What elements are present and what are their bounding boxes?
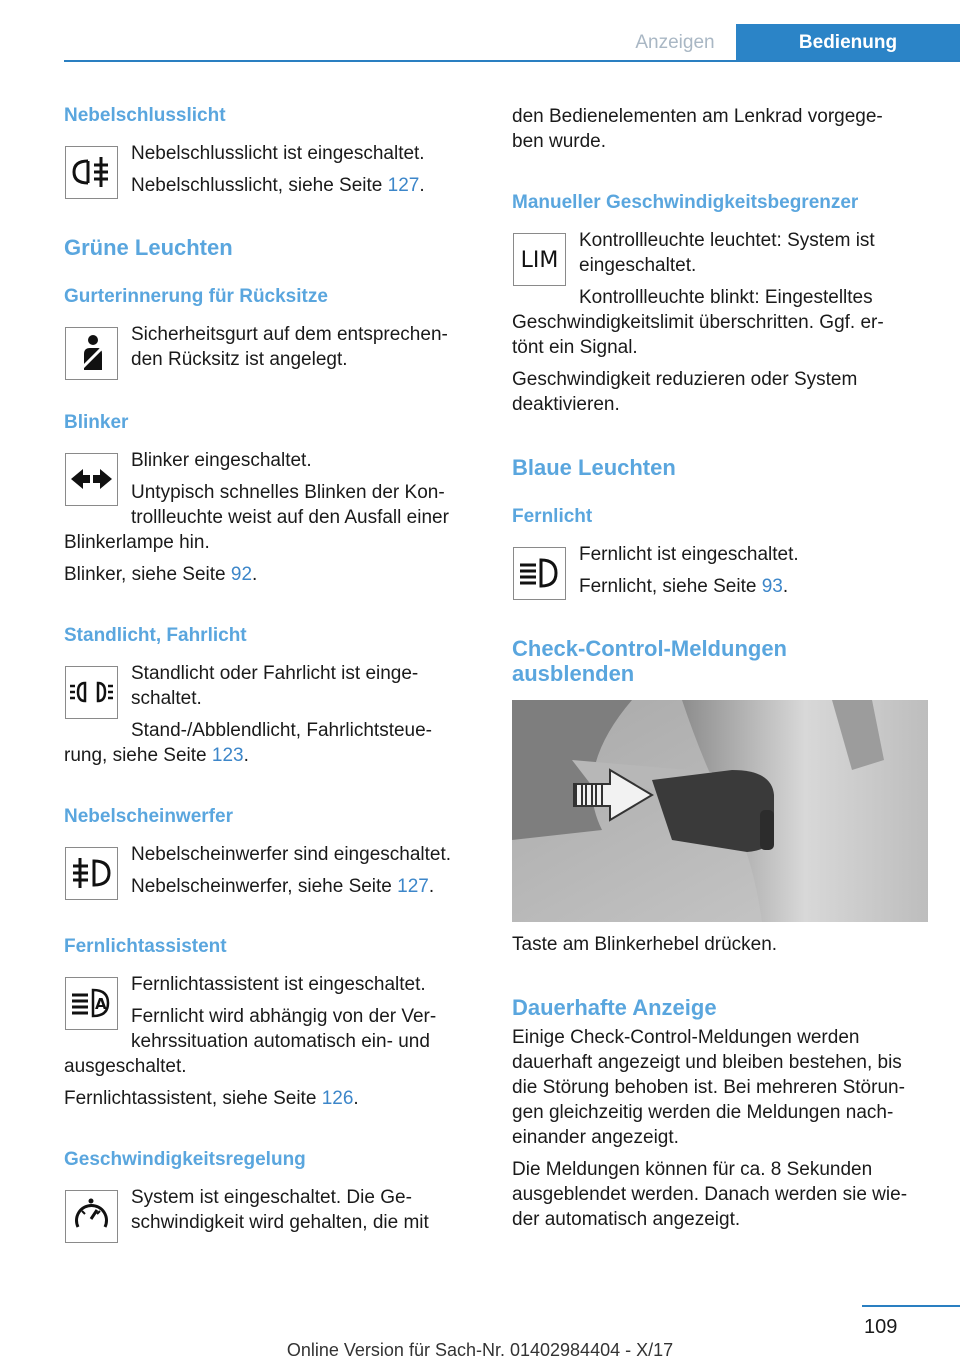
text-line: den Rücksitz ist angelegt. <box>131 349 348 370</box>
section-title-blinker: Blinker <box>64 412 129 433</box>
text-line: Untypisch schnelles Blinken der Kon‐ <box>131 482 445 503</box>
svg-text:LIM: LIM <box>520 248 559 273</box>
text-line: einander angezeigt. <box>512 1127 679 1148</box>
section-title-nebelscheinwerfer: Nebelscheinwerfer <box>64 806 233 827</box>
page-link[interactable]: 126 <box>321 1088 354 1109</box>
text-line: Fernlichtassistent ist eingeschaltet. <box>131 974 426 995</box>
text-line: ausgeblendet werden. Danach werden sie wie‐ <box>512 1184 908 1205</box>
online-version-note: Online Version für Sach-Nr. 01402984404 - X/17 <box>286 1340 674 1360</box>
text-line: Nebelscheinwerfer sind eingeschaltet. <box>131 844 452 865</box>
text-line: gen gleichzeitig werden die Meldungen nach‐ <box>512 1102 894 1123</box>
heading-gruene-leuchten: Grüne Leuchten <box>64 235 233 260</box>
text-line: die Störung behoben ist. Bei mehreren Störun‐ <box>512 1077 905 1098</box>
text-line: Standlicht oder Fahrlicht ist einge‐ <box>131 663 419 684</box>
text-line: kehrssituation automatisch ein- und <box>131 1031 430 1052</box>
section-title-fernlichtassistent: Fernlichtassistent <box>64 936 227 957</box>
text-line: Fernlicht wird abhängig von der Ver‐ <box>131 1006 437 1027</box>
text-line: rung, siehe Seite 123. <box>64 745 249 766</box>
page-link[interactable]: 123 <box>211 745 244 766</box>
text-line: trollleuchte weist auf den Ausfall einer <box>131 507 449 528</box>
text-line: Blinkerlampe hin. <box>64 532 210 553</box>
cruise-control-icon <box>65 1190 118 1243</box>
text-line: ben wurde. <box>512 131 607 152</box>
section-title-fernlicht: Fernlicht <box>512 506 593 527</box>
text-line: eingeschaltet. <box>579 255 697 276</box>
text-line: der automatisch angezeigt. <box>512 1209 741 1230</box>
section-title-standlicht: Standlicht, Fahrlicht <box>64 625 247 646</box>
heading-blaue-leuchten: Blaue Leuchten <box>512 455 676 480</box>
text-line: ausgeschaltet. <box>64 1056 187 1077</box>
text-line: Kontrollleuchte leuchtet: System ist <box>579 230 875 251</box>
page-link[interactable]: 92 <box>230 564 253 585</box>
text-line: schaltet. <box>131 688 202 709</box>
text-line: Blinker, siehe Seite 92. <box>64 564 258 585</box>
page-link[interactable]: 93 <box>761 576 783 597</box>
text-line: Fernlicht, siehe Seite 93. <box>579 576 789 597</box>
text-line: Geschwindigkeit reduzieren oder System <box>512 369 858 390</box>
turn-signal-lever-photo <box>512 700 928 922</box>
text-line: Stand-/Abblendlicht, Fahrlichtsteue‐ <box>131 720 432 741</box>
text-line: Nebelscheinwerfer, siehe Seite 127. <box>131 876 435 897</box>
speed-limiter-icon <box>513 233 566 286</box>
heading-check-control: Check-Control-Meldungen <box>512 636 787 661</box>
image-caption: Taste am Blinkerhebel drücken. <box>512 934 778 955</box>
text-line: Nebelschlusslicht, siehe Seite 127. <box>131 175 425 196</box>
header-rule <box>64 60 960 62</box>
page-number: 109 <box>864 1316 898 1338</box>
heading-dauerhafte-anzeige: Dauerhafte Anzeige <box>512 995 717 1020</box>
text-line: Fernlichtassistent, siehe Seite 126. <box>64 1088 359 1109</box>
front-fog-light-icon <box>65 847 118 900</box>
high-beam-icon <box>513 547 566 600</box>
seatbelt-icon <box>65 327 118 380</box>
heading-check-control-line2: ausblenden <box>512 661 635 686</box>
text-line: Kontrollleuchte blinkt: Eingestelltes <box>579 287 873 308</box>
page-link[interactable]: 127 <box>387 175 420 196</box>
section-title-gurterinnerung: Gurterinnerung für Rücksitze <box>64 286 328 307</box>
page-link[interactable]: 127 <box>397 876 429 897</box>
rear-fog-light-icon <box>65 146 118 199</box>
text-line: Sicherheitsgurt auf dem entsprechen‐ <box>131 324 448 345</box>
text-line: tönt ein Signal. <box>512 337 638 358</box>
section-title-geschwindigkeitsregelung: Geschwindigkeitsregelung <box>64 1149 306 1170</box>
section-title-geschwindigkeitsbegrenzer: Manueller Geschwindigkeitsbegrenzer <box>512 192 859 213</box>
footer-rule <box>862 1305 960 1307</box>
tab-bedienung[interactable]: Bedienung <box>736 24 960 62</box>
text-line: schwindigkeit wird gehalten, die mit <box>131 1212 429 1233</box>
text-line: dauerhaft angezeigt und bleiben bestehen, bis <box>512 1052 902 1073</box>
text-line: System ist eingeschaltet. Die Ge‐ <box>131 1187 412 1208</box>
text-line: Nebelschlusslicht ist eingeschaltet. <box>131 143 425 164</box>
text-line: deaktivieren. <box>512 394 620 415</box>
svg-text:A: A <box>95 995 107 1013</box>
text-line: Einige Check-Control-Meldungen werden <box>512 1027 860 1048</box>
tab-anzeigen[interactable]: Anzeigen <box>635 32 715 53</box>
text-line: den Bedienelementen am Lenkrad vorgege‐ <box>512 106 883 127</box>
text-line: Fernlicht ist eingeschaltet. <box>579 544 799 565</box>
text-line: Die Meldungen können für ca. 8 Sekunden <box>512 1159 873 1180</box>
parking-light-icon <box>65 666 118 719</box>
section-title-nebelschlusslicht: Nebelschlusslicht <box>64 105 226 126</box>
high-beam-assist-icon <box>65 977 118 1030</box>
text-line: Blinker eingeschaltet. <box>131 450 312 471</box>
turn-signal-icon <box>65 453 118 506</box>
text-line: Geschwindigkeitslimit überschritten. Ggf. er‐ <box>512 312 884 333</box>
